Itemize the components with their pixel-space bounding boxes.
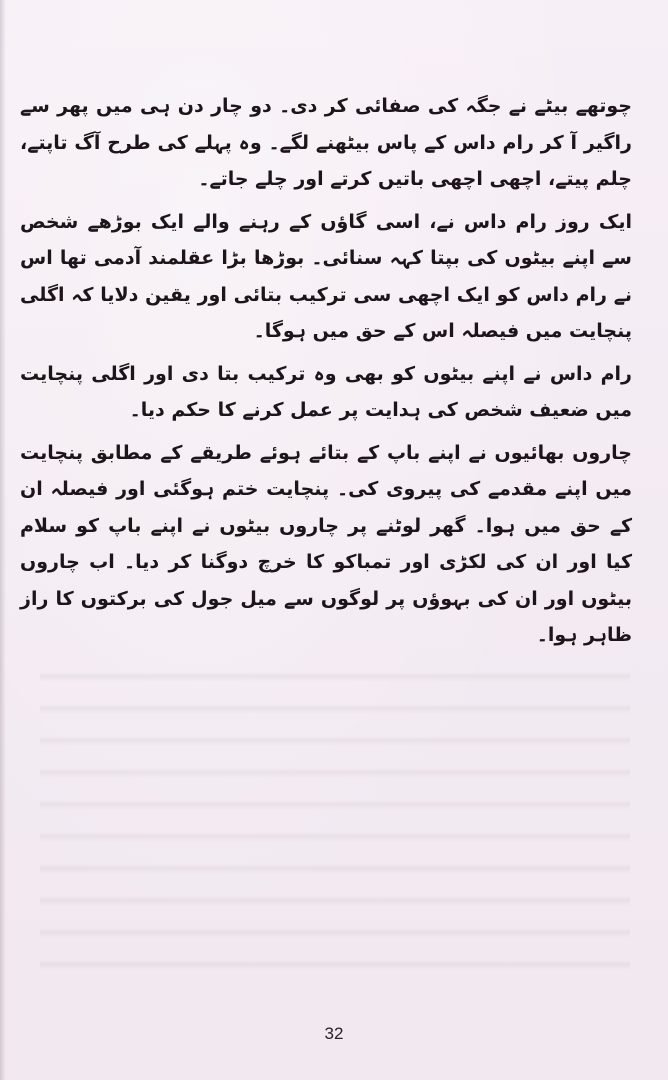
- page-body-text: [20, 88, 632, 660]
- paragraph-2: ایک روز رام داس نے، اسی گاؤں کے رہنے والے ایک بوڑھے شخص سے اپنے بیٹوں کی بپتا کہہ سنائی۔ بوڑھا بڑا عقلمند آدمی تھا اس نے رام داس کو ایک اچھی سی ترکیب بتائی اور یقین دلایا کہ اگلی پنچایت میں فیصلہ اس کے حق میں ہوگا۔: [20, 210, 632, 342]
- show-through-texture: [40, 650, 630, 970]
- paragraph-1: چوتھے بیٹے نے جگہ کی صفائی کر دی۔ دو چار دن ہی میں پھر سے راگیر آ کر رام داس کے پاس بیٹھنے لگے۔ وہ پہلے کی طرح آگ تاپتے، چلم پیتے، اچھی اچھی باتیں کرتے اور چلے جاتے۔: [20, 95, 632, 190]
- page-edge-shadow: [0, 0, 6, 1080]
- page-number: 32: [324, 1024, 344, 1043]
- paragraph-4: چاروں بھائیوں نے اپنے باپ کے بتائے ہوئے طریقے کے مطابق پنچایت میں اپنے مقدمے کی پیروی کی۔ پنچایت ختم ہوگئی اور فیصلہ ان کے حق میں ہوا۔ گھر لوٹنے پر چاروں بیٹوں نے اپنے باپ کو سلام کیا اور ان کی لکڑی اور تمباکو کا خرچ دوگنا کر دیا۔ اب چاروں بیٹوں اور ان کی بہوؤں پر لوگوں سے میل جول کی برکتوں کا راز ظاہر ہوا۔: [20, 441, 632, 646]
- paragraph-3: رام داس نے اپنے بیٹوں کو بھی وہ ترکیب بتا دی اور اگلی پنچایت میں ضعیف شخص کی ہدایت پر عمل کرنے کا حکم دیا۔: [20, 362, 632, 421]
